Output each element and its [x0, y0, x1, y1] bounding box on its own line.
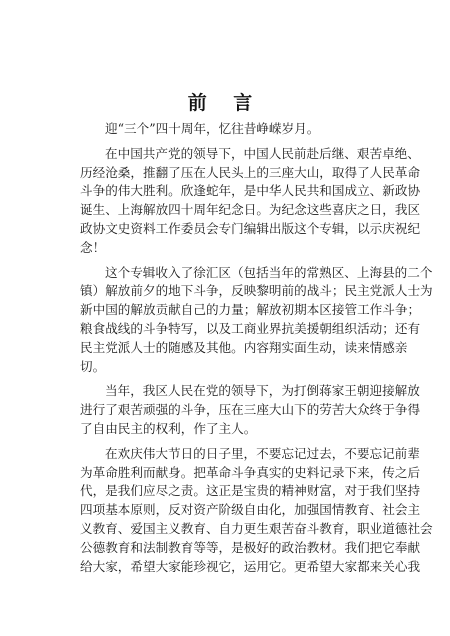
paragraph-line: 诞生、上海解放四十周年纪念日。为纪念这些喜庆之日，我区	[80, 202, 421, 218]
paragraph-line: 公德教育和法制教育等等，是极好的政治教材。我们把它奉献	[80, 539, 421, 555]
paragraph-line: 历经沧桑，推翻了压在人民头上的三座大山，取得了人民革命	[80, 164, 421, 180]
paragraph-line: 四项基本原则，反对资产阶级自由化，加强国情教育、社会主	[80, 502, 421, 518]
paragraph-line: 在中国共产党的领导下，中国人民前赴后继、艰苦卓绝、	[105, 145, 420, 161]
paragraph-line: 民主党派人士的随感及其他。内容翔实面生动，读来情感亲	[80, 339, 408, 355]
paragraph-line: 当年，我区人民在党的领导下，为打倒蒋家王朝迎接解放	[105, 383, 420, 399]
paragraph-line: 进行了艰苦顽强的斗争，压在三座大山下的劳苦大众终于争得	[80, 402, 421, 418]
paragraph-line: 了自由民主的权利，作了主人。	[80, 420, 257, 436]
paragraph-line: 给大家，希望大家能珍视它，运用它。更希望大家都来关心我	[80, 558, 421, 574]
page-title: 前 言	[187, 92, 263, 114]
paragraph-line: 这个专辑收入了徐汇区（包括当年的常熟区、上海县的二个	[105, 264, 433, 280]
paragraph-line: 念！	[80, 239, 106, 255]
paragraph-line: 斗争的伟大胜利。欣逢蛇年，是中华人民共和国成立、新政协	[80, 183, 421, 199]
paragraph-line: 在欢庆伟大节日的日子里，不要忘记过去，不要忘记前辈	[105, 445, 420, 461]
paragraph-line: 切。	[80, 358, 106, 374]
preface-body	[80, 120, 433, 576]
paragraph-line: 为革命胜利而献身。把革命斗争真实的史料记录下来，传之后	[80, 464, 421, 480]
paragraph-line: 粮食战线的斗争特写，以及工商业界抗美援朝组织活动；还有	[80, 320, 421, 336]
paragraph-line: 义教育、爱国主义教育、自力更生艰苦奋斗教育，职业道德社会	[80, 520, 433, 536]
paragraph-line: 新中国的解放贡献自己的力量；解放初期本区接管工作斗争；	[80, 302, 421, 318]
paragraph-line: 代，是我们应尽之责。这正是宝贵的精神财富，对于我们坚持	[80, 483, 421, 499]
paragraph-line: 镇）解放前夕的地下斗争，反映黎明前的战斗；民主党派人士为	[80, 283, 433, 299]
paragraph-line: 政协文史资料工作委员会专门编辑出版这个专辑，以示庆祝纪	[80, 220, 421, 236]
paragraph-line: 迎“三个”四十周年，忆往昔峥嵘岁月。	[105, 121, 320, 136]
